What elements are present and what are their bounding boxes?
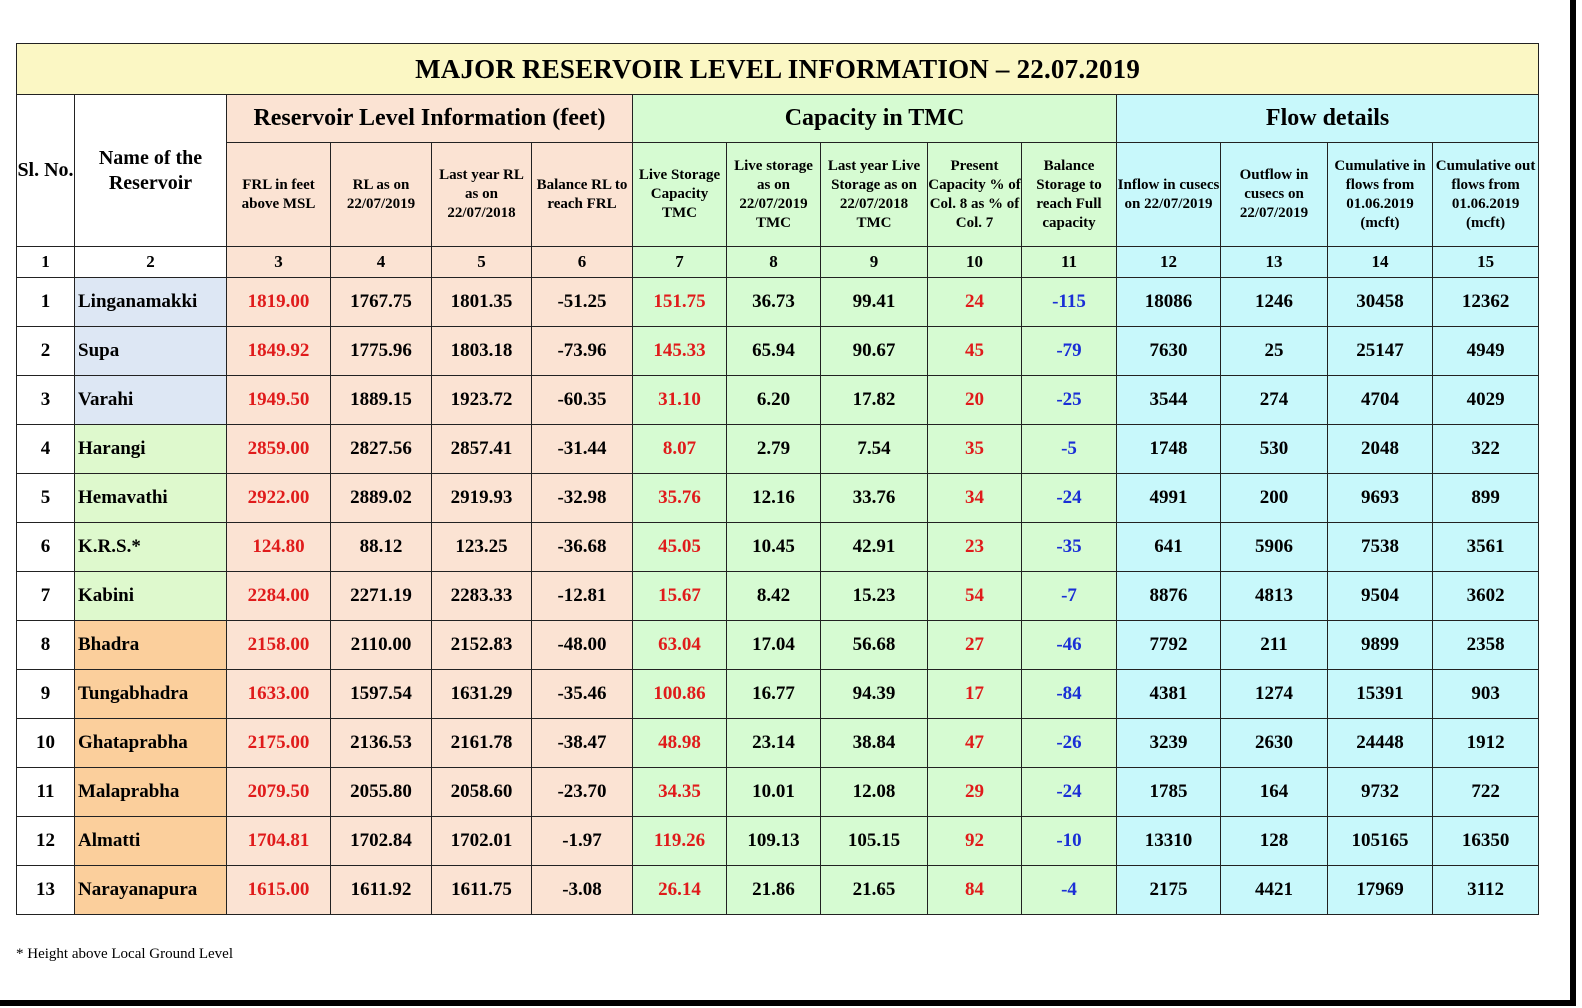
sl-no-cell: 1 — [17, 278, 75, 327]
table-row — [17, 376, 1539, 425]
reservoir-name-cell: Supa — [75, 327, 227, 376]
table-row — [17, 425, 1539, 474]
outflow-cell: 5906 — [1221, 523, 1328, 572]
last-live-storage-cell: 7.54 — [821, 425, 928, 474]
frl-cell: 2859.00 — [227, 425, 331, 474]
table-body — [17, 278, 1539, 915]
rl-cell: 88.12 — [331, 523, 432, 572]
balance-rl-cell: -1.97 — [532, 817, 633, 866]
reservoir-name-cell: Kabini — [75, 572, 227, 621]
live-storage-cell: 109.13 — [727, 817, 821, 866]
cum-inflow-cell: 9732 — [1328, 768, 1433, 817]
last-live-storage-cell: 90.67 — [821, 327, 928, 376]
footnote: * Height above Local Ground Level — [16, 946, 234, 962]
last-rl-cell: 1803.18 — [432, 327, 532, 376]
last-live-storage-cell: 33.76 — [821, 474, 928, 523]
cum-outflow-cell: 4029 — [1433, 376, 1539, 425]
rl-cell: 2055.80 — [331, 768, 432, 817]
reservoir-name-cell: Linganamakki — [75, 278, 227, 327]
frl-cell: 124.80 — [227, 523, 331, 572]
table-row — [17, 278, 1539, 327]
cum-outflow-cell: 12362 — [1433, 278, 1539, 327]
outflow-cell: 128 — [1221, 817, 1328, 866]
inflow-cell: 1748 — [1117, 425, 1221, 474]
frl-cell: 1615.00 — [227, 866, 331, 915]
column-number: 2 — [75, 247, 227, 278]
balance-rl-cell: -73.96 — [532, 327, 633, 376]
present-capacity-cell: 84 — [928, 866, 1022, 915]
live-capacity-cell: 119.26 — [633, 817, 727, 866]
balance-storage-cell: -10 — [1022, 817, 1117, 866]
last-live-storage-cell: 42.91 — [821, 523, 928, 572]
table-row — [17, 719, 1539, 768]
rl-cell: 1775.96 — [331, 327, 432, 376]
rl-cell: 2136.53 — [331, 719, 432, 768]
sl-no-cell: 10 — [17, 719, 75, 768]
balance-rl-cell: -60.35 — [532, 376, 633, 425]
rl-cell: 2271.19 — [331, 572, 432, 621]
balance-storage-cell: -24 — [1022, 474, 1117, 523]
header-outflow: Outflow in cusecs on 22/07/2019 — [1221, 143, 1328, 247]
frl-cell: 2175.00 — [227, 719, 331, 768]
last-rl-cell: 2283.33 — [432, 572, 532, 621]
sl-no-cell: 6 — [17, 523, 75, 572]
column-number: 3 — [227, 247, 331, 278]
live-storage-cell: 16.77 — [727, 670, 821, 719]
present-capacity-cell: 27 — [928, 621, 1022, 670]
last-rl-cell: 1801.35 — [432, 278, 532, 327]
live-capacity-cell: 26.14 — [633, 866, 727, 915]
inflow-cell: 2175 — [1117, 866, 1221, 915]
sl-no-cell: 5 — [17, 474, 75, 523]
last-live-storage-cell: 17.82 — [821, 376, 928, 425]
balance-storage-cell: -25 — [1022, 376, 1117, 425]
balance-rl-cell: -23.70 — [532, 768, 633, 817]
balance-storage-cell: -84 — [1022, 670, 1117, 719]
inflow-cell: 18086 — [1117, 278, 1221, 327]
outflow-cell: 25 — [1221, 327, 1328, 376]
reservoir-name-cell: Tungabhadra — [75, 670, 227, 719]
inflow-cell: 4991 — [1117, 474, 1221, 523]
last-rl-cell: 1923.72 — [432, 376, 532, 425]
inflow-cell: 13310 — [1117, 817, 1221, 866]
present-capacity-cell: 17 — [928, 670, 1022, 719]
cum-inflow-cell: 17969 — [1328, 866, 1433, 915]
cum-outflow-cell: 16350 — [1433, 817, 1539, 866]
last-rl-cell: 2152.83 — [432, 621, 532, 670]
balance-rl-cell: -32.98 — [532, 474, 633, 523]
outflow-cell: 4813 — [1221, 572, 1328, 621]
table-row — [17, 866, 1539, 915]
cum-inflow-cell: 24448 — [1328, 719, 1433, 768]
table-row — [17, 817, 1539, 866]
present-capacity-cell: 23 — [928, 523, 1022, 572]
balance-rl-cell: -35.46 — [532, 670, 633, 719]
last-rl-cell: 1702.01 — [432, 817, 532, 866]
live-capacity-cell: 34.35 — [633, 768, 727, 817]
present-capacity-cell: 54 — [928, 572, 1022, 621]
header-reservoir-name: Name of the Reservoir — [75, 95, 227, 247]
outflow-cell: 1246 — [1221, 278, 1328, 327]
present-capacity-cell: 20 — [928, 376, 1022, 425]
cum-inflow-cell: 105165 — [1328, 817, 1433, 866]
reservoir-name-cell: Narayanapura — [75, 866, 227, 915]
rl-cell: 1889.15 — [331, 376, 432, 425]
reservoir-name-cell: Malaprabha — [75, 768, 227, 817]
reservoir-name-cell: Almatti — [75, 817, 227, 866]
frl-cell: 2158.00 — [227, 621, 331, 670]
present-capacity-cell: 47 — [928, 719, 1022, 768]
cum-inflow-cell: 25147 — [1328, 327, 1433, 376]
balance-rl-cell: -51.25 — [532, 278, 633, 327]
outflow-cell: 211 — [1221, 621, 1328, 670]
live-storage-cell: 65.94 — [727, 327, 821, 376]
table-row — [17, 670, 1539, 719]
last-live-storage-cell: 94.39 — [821, 670, 928, 719]
table-row — [17, 768, 1539, 817]
table-row — [17, 327, 1539, 376]
outflow-cell: 4421 — [1221, 866, 1328, 915]
live-storage-cell: 8.42 — [727, 572, 821, 621]
balance-storage-cell: -35 — [1022, 523, 1117, 572]
sl-no-cell: 4 — [17, 425, 75, 474]
frl-cell: 2079.50 — [227, 768, 331, 817]
present-capacity-cell: 34 — [928, 474, 1022, 523]
outflow-cell: 164 — [1221, 768, 1328, 817]
live-storage-cell: 21.86 — [727, 866, 821, 915]
header-live-storage: Live storage as on 22/07/2019 TMC — [727, 143, 821, 247]
live-storage-cell: 36.73 — [727, 278, 821, 327]
column-number: 15 — [1433, 247, 1539, 278]
column-number: 5 — [432, 247, 532, 278]
inflow-cell: 1785 — [1117, 768, 1221, 817]
present-capacity-cell: 45 — [928, 327, 1022, 376]
cum-inflow-cell: 4704 — [1328, 376, 1433, 425]
last-live-storage-cell: 105.15 — [821, 817, 928, 866]
live-storage-cell: 2.79 — [727, 425, 821, 474]
column-number: 4 — [331, 247, 432, 278]
outflow-cell: 2630 — [1221, 719, 1328, 768]
cum-outflow-cell: 722 — [1433, 768, 1539, 817]
header-last-rl: Last year RL as on 22/07/2018 — [432, 143, 532, 247]
present-capacity-cell: 92 — [928, 817, 1022, 866]
outflow-cell: 530 — [1221, 425, 1328, 474]
rl-cell: 2889.02 — [331, 474, 432, 523]
reservoir-name-cell: Ghataprabha — [75, 719, 227, 768]
column-number: 6 — [532, 247, 633, 278]
sl-no-cell: 2 — [17, 327, 75, 376]
reservoir-name-cell: Bhadra — [75, 621, 227, 670]
live-capacity-cell: 45.05 — [633, 523, 727, 572]
inflow-cell: 7792 — [1117, 621, 1221, 670]
header-last-live-storage: Last year Live Storage as on 22/07/2018 TMC — [821, 143, 928, 247]
inflow-cell: 4381 — [1117, 670, 1221, 719]
balance-storage-cell: -115 — [1022, 278, 1117, 327]
last-rl-cell: 2058.60 — [432, 768, 532, 817]
group-level-info: Reservoir Level Information (feet) — [227, 95, 633, 143]
reservoir-table — [16, 43, 1539, 915]
column-number: 1 — [17, 247, 75, 278]
present-capacity-cell: 35 — [928, 425, 1022, 474]
column-number: 8 — [727, 247, 821, 278]
cum-inflow-cell: 15391 — [1328, 670, 1433, 719]
cum-outflow-cell: 1912 — [1433, 719, 1539, 768]
cum-outflow-cell: 4949 — [1433, 327, 1539, 376]
rl-cell: 2110.00 — [331, 621, 432, 670]
cum-outflow-cell: 3112 — [1433, 866, 1539, 915]
header-inflow: Inflow in cusecs on 22/07/2019 — [1117, 143, 1221, 247]
balance-storage-cell: -5 — [1022, 425, 1117, 474]
balance-storage-cell: -26 — [1022, 719, 1117, 768]
header-cum-inflow: Cumulative in flows from 01.06.2019 (mcft) — [1328, 143, 1433, 247]
column-number: 14 — [1328, 247, 1433, 278]
frl-cell: 1949.50 — [227, 376, 331, 425]
live-capacity-cell: 145.33 — [633, 327, 727, 376]
frl-cell: 1704.81 — [227, 817, 331, 866]
column-number: 13 — [1221, 247, 1328, 278]
balance-rl-cell: -3.08 — [532, 866, 633, 915]
balance-rl-cell: -12.81 — [532, 572, 633, 621]
sl-no-cell: 12 — [17, 817, 75, 866]
last-live-storage-cell: 12.08 — [821, 768, 928, 817]
rl-cell: 2827.56 — [331, 425, 432, 474]
balance-storage-cell: -24 — [1022, 768, 1117, 817]
sl-no-cell: 8 — [17, 621, 75, 670]
rl-cell: 1702.84 — [331, 817, 432, 866]
table-row — [17, 474, 1539, 523]
reservoir-name-cell: Harangi — [75, 425, 227, 474]
cum-outflow-cell: 903 — [1433, 670, 1539, 719]
header-balance-storage: Balance Storage to reach Full capacity — [1022, 143, 1117, 247]
balance-rl-cell: -48.00 — [532, 621, 633, 670]
frl-cell: 2284.00 — [227, 572, 331, 621]
header-frl: FRL in feet above MSL — [227, 143, 331, 247]
table-row — [17, 621, 1539, 670]
last-rl-cell: 123.25 — [432, 523, 532, 572]
balance-rl-cell: -31.44 — [532, 425, 633, 474]
reservoir-name-cell: Hemavathi — [75, 474, 227, 523]
header-live-capacity: Live Storage Capacity TMC — [633, 143, 727, 247]
last-rl-cell: 2919.93 — [432, 474, 532, 523]
reservoir-name-cell: K.R.S.* — [75, 523, 227, 572]
header-sl-no: Sl. No. — [17, 95, 75, 247]
live-capacity-cell: 48.98 — [633, 719, 727, 768]
balance-rl-cell: -38.47 — [532, 719, 633, 768]
last-rl-cell: 2161.78 — [432, 719, 532, 768]
cum-inflow-cell: 9693 — [1328, 474, 1433, 523]
live-capacity-cell: 63.04 — [633, 621, 727, 670]
rl-cell: 1767.75 — [331, 278, 432, 327]
cum-inflow-cell: 9899 — [1328, 621, 1433, 670]
frl-cell: 1633.00 — [227, 670, 331, 719]
last-live-storage-cell: 56.68 — [821, 621, 928, 670]
cum-outflow-cell: 3561 — [1433, 523, 1539, 572]
inflow-cell: 3239 — [1117, 719, 1221, 768]
live-storage-cell: 17.04 — [727, 621, 821, 670]
header-cum-outflow: Cumulative out flows from 01.06.2019 (mcft) — [1433, 143, 1539, 247]
cum-outflow-cell: 2358 — [1433, 621, 1539, 670]
cum-inflow-cell: 7538 — [1328, 523, 1433, 572]
inflow-cell: 3544 — [1117, 376, 1221, 425]
frl-cell: 1819.00 — [227, 278, 331, 327]
column-number: 12 — [1117, 247, 1221, 278]
cum-inflow-cell: 2048 — [1328, 425, 1433, 474]
present-capacity-cell: 29 — [928, 768, 1022, 817]
table-row — [17, 523, 1539, 572]
live-capacity-cell: 35.76 — [633, 474, 727, 523]
sl-no-cell: 9 — [17, 670, 75, 719]
column-number: 11 — [1022, 247, 1117, 278]
cum-outflow-cell: 3602 — [1433, 572, 1539, 621]
sl-no-cell: 13 — [17, 866, 75, 915]
column-number-row — [17, 247, 1539, 278]
last-live-storage-cell: 21.65 — [821, 866, 928, 915]
table-row — [17, 572, 1539, 621]
cum-inflow-cell: 9504 — [1328, 572, 1433, 621]
last-rl-cell: 2857.41 — [432, 425, 532, 474]
live-storage-cell: 23.14 — [727, 719, 821, 768]
live-capacity-cell: 151.75 — [633, 278, 727, 327]
frl-cell: 1849.92 — [227, 327, 331, 376]
rl-cell: 1611.92 — [331, 866, 432, 915]
outflow-cell: 274 — [1221, 376, 1328, 425]
inflow-cell: 7630 — [1117, 327, 1221, 376]
live-storage-cell: 10.01 — [727, 768, 821, 817]
inflow-cell: 8876 — [1117, 572, 1221, 621]
live-storage-cell: 10.45 — [727, 523, 821, 572]
outflow-cell: 200 — [1221, 474, 1328, 523]
last-rl-cell: 1631.29 — [432, 670, 532, 719]
cum-outflow-cell: 322 — [1433, 425, 1539, 474]
header-rl: RL as on 22/07/2019 — [331, 143, 432, 247]
column-number: 9 — [821, 247, 928, 278]
live-capacity-cell: 100.86 — [633, 670, 727, 719]
sl-no-cell: 3 — [17, 376, 75, 425]
group-capacity: Capacity in TMC — [633, 95, 1117, 143]
last-rl-cell: 1611.75 — [432, 866, 532, 915]
table-title: MAJOR RESERVOIR LEVEL INFORMATION – 22.07.2019 — [17, 44, 1539, 95]
balance-storage-cell: -7 — [1022, 572, 1117, 621]
live-capacity-cell: 8.07 — [633, 425, 727, 474]
live-capacity-cell: 15.67 — [633, 572, 727, 621]
reservoir-name-cell: Varahi — [75, 376, 227, 425]
column-number: 10 — [928, 247, 1022, 278]
outflow-cell: 1274 — [1221, 670, 1328, 719]
balance-storage-cell: -4 — [1022, 866, 1117, 915]
rl-cell: 1597.54 — [331, 670, 432, 719]
header-present-capacity: Present Capacity % of Col. 8 as % of Col. 7 — [928, 143, 1022, 247]
inflow-cell: 641 — [1117, 523, 1221, 572]
frl-cell: 2922.00 — [227, 474, 331, 523]
balance-rl-cell: -36.68 — [532, 523, 633, 572]
last-live-storage-cell: 15.23 — [821, 572, 928, 621]
header-balance-rl: Balance RL to reach FRL — [532, 143, 633, 247]
balance-storage-cell: -79 — [1022, 327, 1117, 376]
sl-no-cell: 7 — [17, 572, 75, 621]
cum-outflow-cell: 899 — [1433, 474, 1539, 523]
sl-no-cell: 11 — [17, 768, 75, 817]
last-live-storage-cell: 99.41 — [821, 278, 928, 327]
cum-inflow-cell: 30458 — [1328, 278, 1433, 327]
live-storage-cell: 6.20 — [727, 376, 821, 425]
balance-storage-cell: -46 — [1022, 621, 1117, 670]
group-flow-details: Flow details — [1117, 95, 1539, 143]
column-number: 7 — [633, 247, 727, 278]
present-capacity-cell: 24 — [928, 278, 1022, 327]
live-capacity-cell: 31.10 — [633, 376, 727, 425]
live-storage-cell: 12.16 — [727, 474, 821, 523]
last-live-storage-cell: 38.84 — [821, 719, 928, 768]
